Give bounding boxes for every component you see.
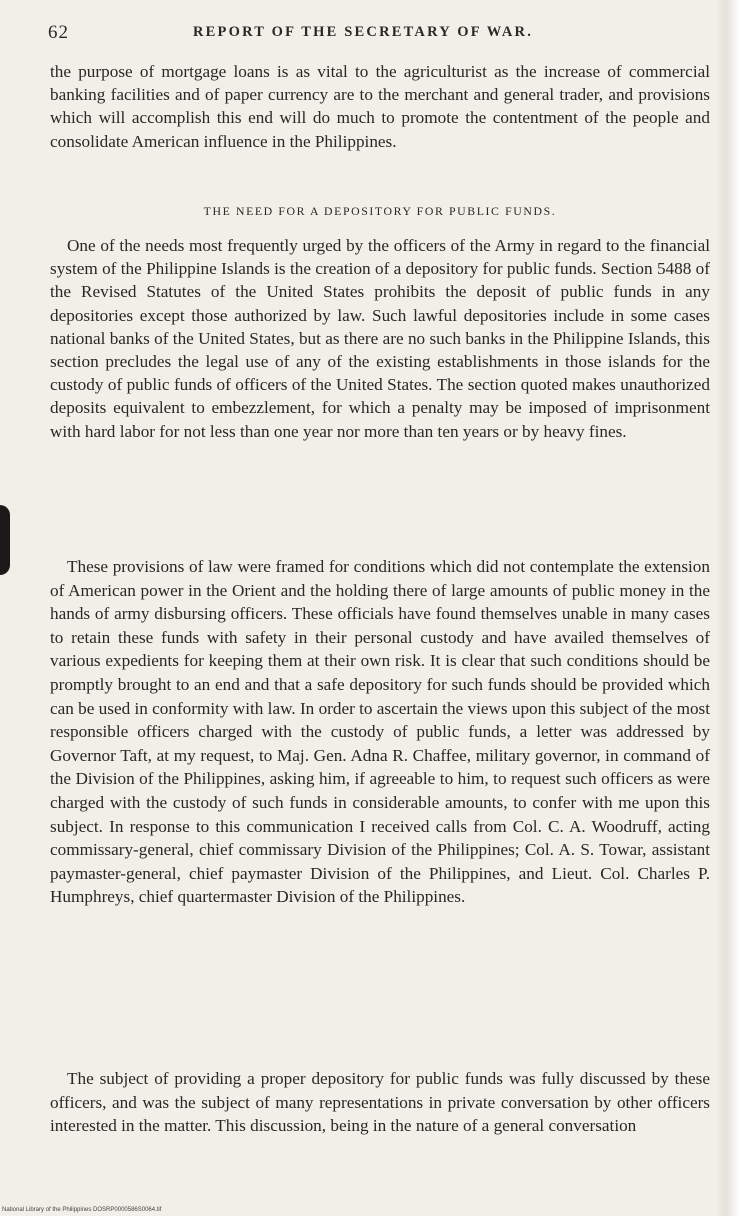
page-header xyxy=(48,22,680,46)
paragraph-continuation: the purpose of mortgage loans is as vital to the agriculturist as the increase of commercial banking facilities and of paper currency are to the merchant and general trader, and provisions which will accomplish this end will do much to promote the contentment of the people and consolidate American influence in the Philippines. xyxy=(50,62,710,151)
running-title: REPORT OF THE SECRETARY OF WAR. xyxy=(193,24,534,40)
page-edge-shadow xyxy=(716,0,740,1216)
binding-mark xyxy=(0,505,10,575)
section-heading: THE NEED FOR A DEPOSITORY FOR PUBLIC FUNDS. xyxy=(203,204,557,218)
section-paragraph-2: These provisions of law were framed for conditions which did not contemplate the extension of American power in the Orient and the holding there of large amounts of public money in the hands of army disbursing officers. These officials have found themselves unable in many cases to retain these funds with safety in their personal custody and have availed themselves of various expedients for keeping them at their own risk. It is clear that such conditions should be promptly brought to an end and that a safe depository for such funds should be provided which can be used in conformity with law. In order to ascertain the views upon this subject of the most responsible officers charged with the custody of public funds, a letter was addressed by Governor Taft, at my request, to Maj. Gen. Adna R. Chaffee, military governor, in command of the Division of the Philippines, asking him, if agreeable to him, to request such officers as were charged with the custody of such funds in considerable amounts, to confer with me upon this subject. In response to this communication I received calls from Col. C. A. Woodruff, acting commissary-general, chief commissary Division of the Philippines; Col. A. S. Towar, assistant paymaster-general, chief paymaster Division of the Philippines, and Lieut. Col. Charles P. Humphreys, chief quartermaster Division of the Philippines. xyxy=(50,557,710,907)
page-number: 62 xyxy=(48,22,69,43)
section-paragraph-1: One of the needs most frequently urged by the officers of the Army in regard to the financial system of the Philippine Islands is the creation of a depository for public funds. Section 5488 of the Revised Statutes of the United States prohibits the deposit of public funds in any depositories except those authorized by law. Such lawful depositories include in some cases national banks of the United States, but as there are no such banks in the Philippine Islands, this section precludes the legal use of any of the existing establishments in those islands for the custody of public funds of officers of the United States. The section quoted makes unauthorized deposits equivalent to embezzlement, for which a penalty may be imposed of imprisonment with hard labor for not less than one year nor more than ten years or by heavy fines. xyxy=(50,236,710,441)
section-paragraph-3: The subject of providing a proper depository for public funds was fully discussed by these officers, and was the subject of many representations in private conversation by other officers interested in the matter. This discussion, being in the nature of a general conversation xyxy=(50,1069,710,1136)
archive-stamp: National Library of the Philippines DOSRP0000586S0064.tif xyxy=(2,1207,162,1213)
